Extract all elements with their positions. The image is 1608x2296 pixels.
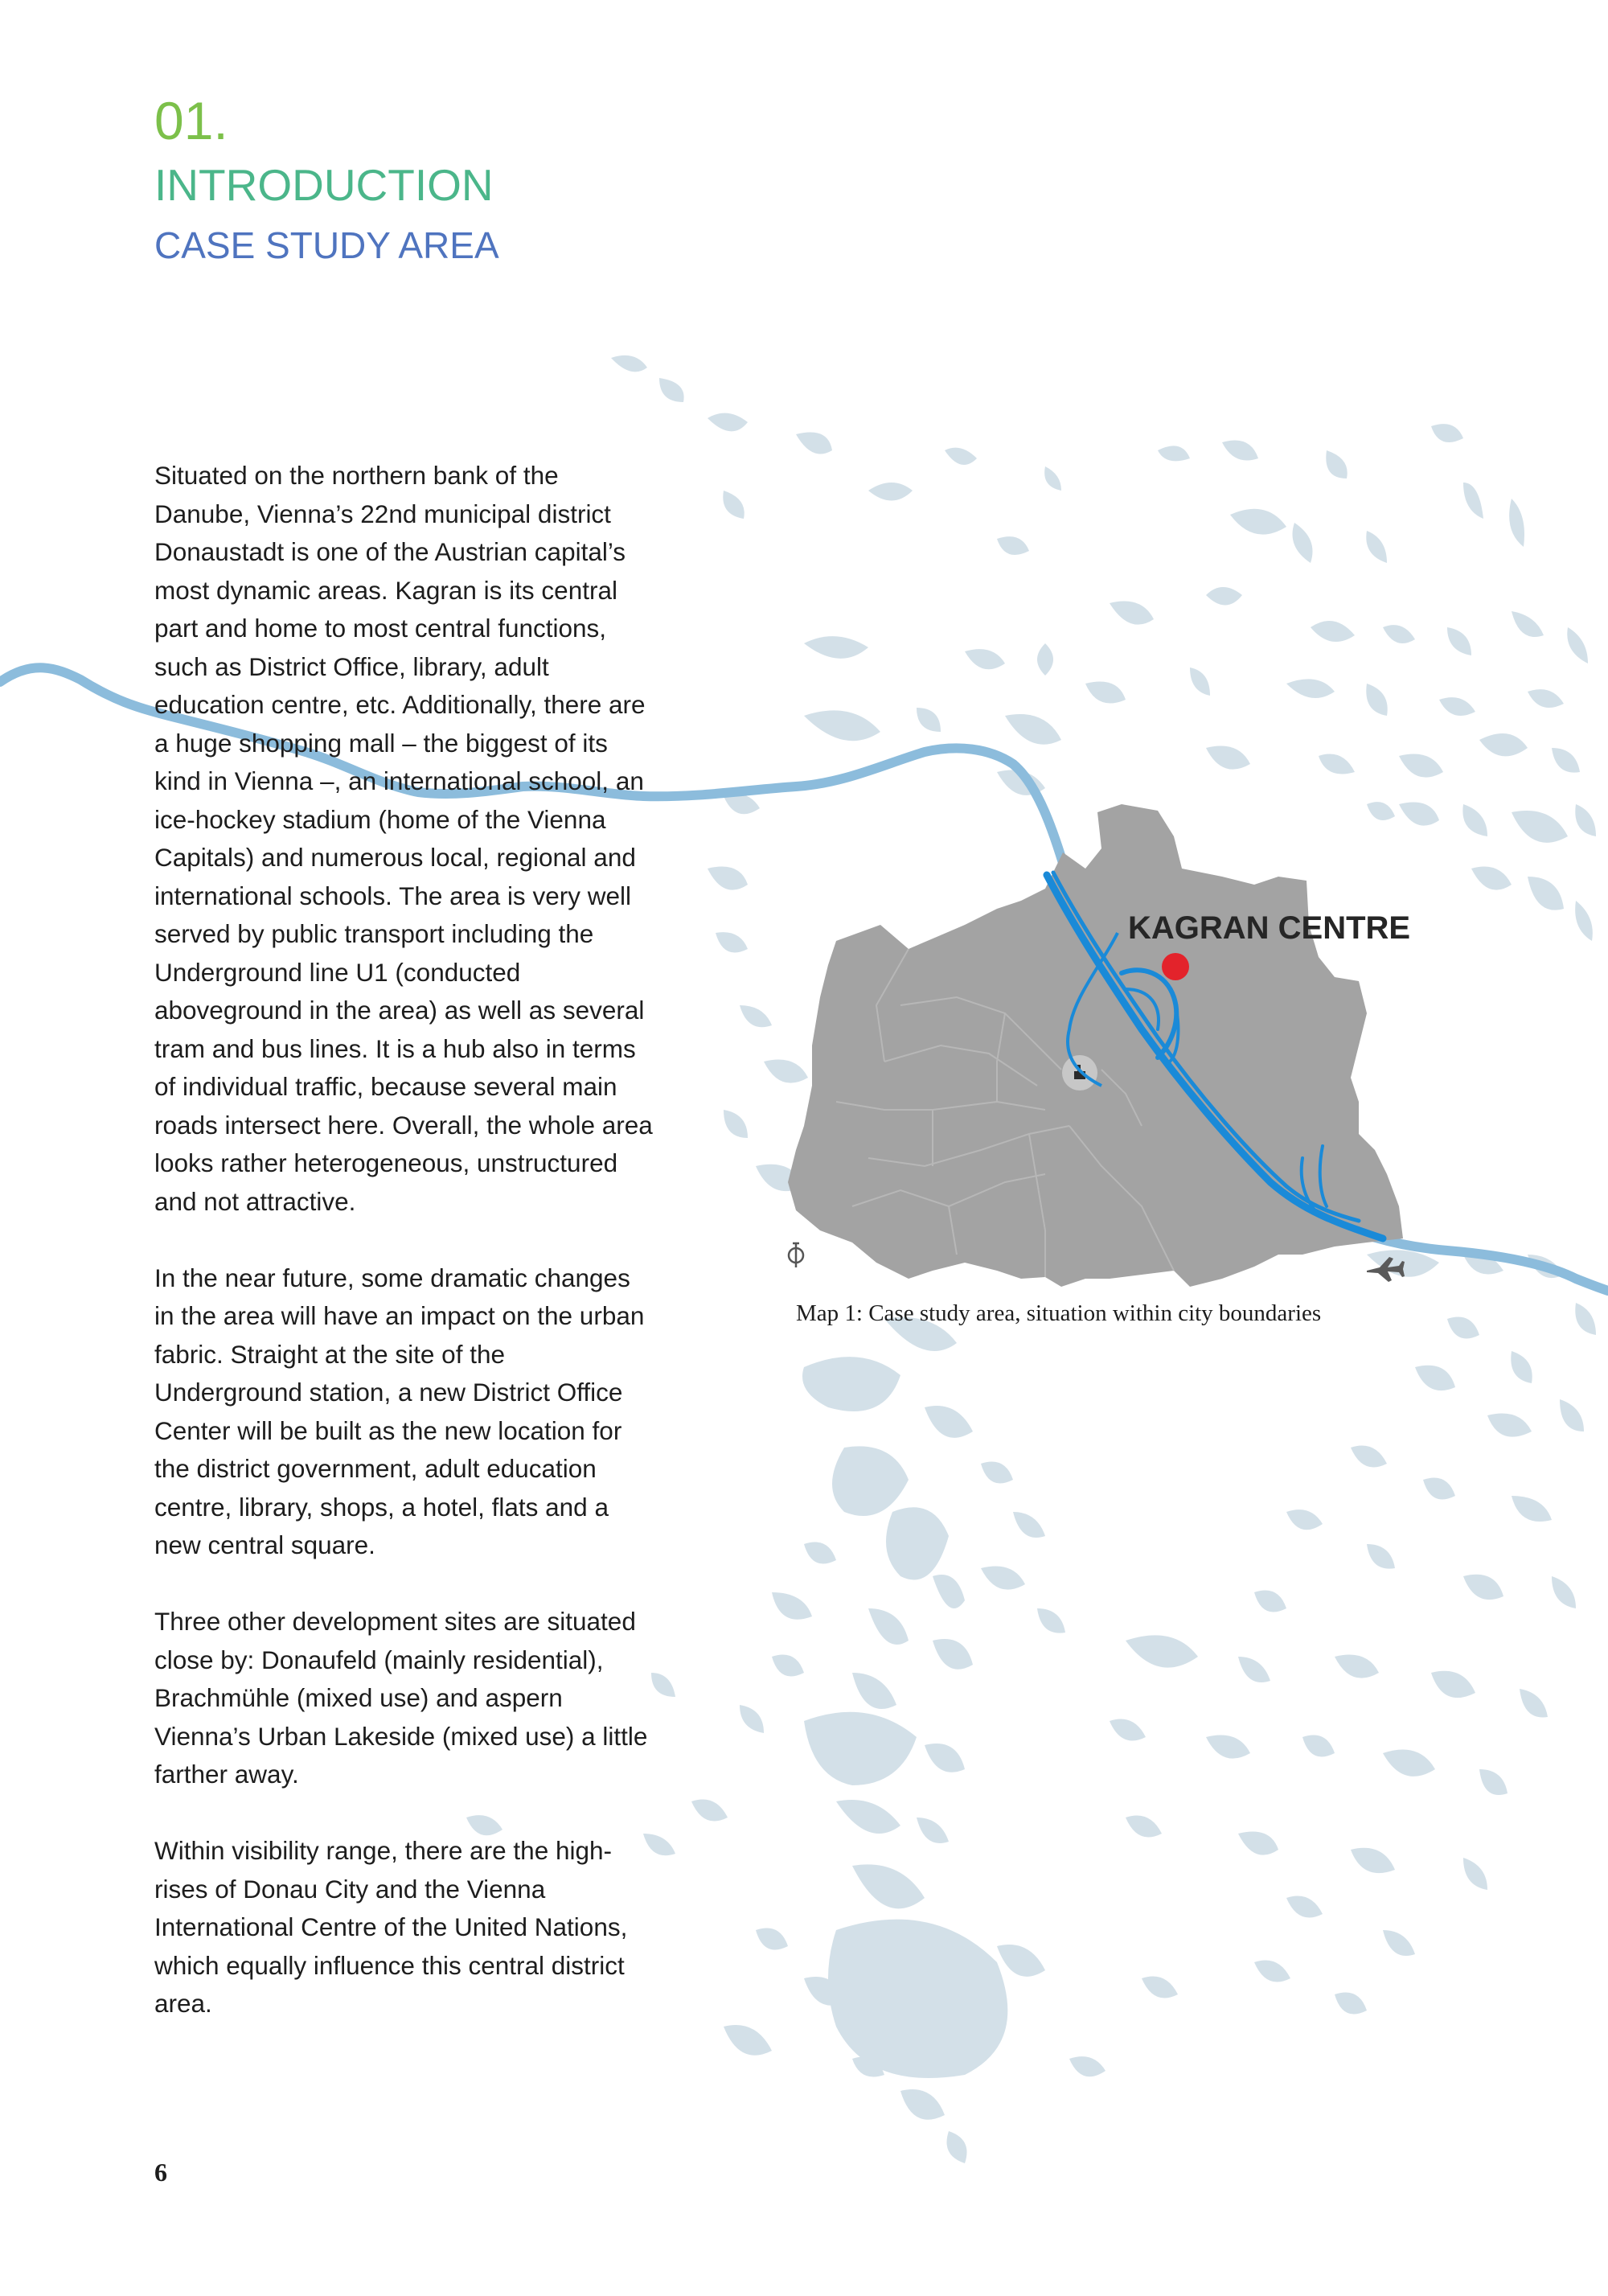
body-text <box>154 457 653 2061</box>
kagran-marker[interactable] <box>1162 953 1189 980</box>
vienna-city-area <box>788 804 1403 1287</box>
section-subtitle: CASE STUDY AREA <box>154 224 499 266</box>
paragraph: Within visibility range, there are the high-rises of Donau City and the Vienna International Centre of the United Nations, which equally influence this central district area. <box>154 1836 628 2018</box>
kagran-centre-label: KAGRAN CENTRE <box>1128 910 1411 946</box>
page-number: 6 <box>154 2158 167 2187</box>
paragraph: Situated on the northern bank of the Danube, Vienna’s 22nd municipal district Donaustadt is one of the Austrian capital’s most dynamic areas. Kagran is its central part and home to most central functions, such as District Office, library, adult education centre, etc. Additionally, there are a huge shopping mall – the biggest of its kind in Vienna –, an international school, an ice-hockey stadium (home of the Vienna Capitals) and numerous local, regional and international schools. The area is very well served by public transport including the Underground line U1 (conducted aboveground in the area) as well as several tram and bus lines. It is a hub also in terms of individual traffic, because several main roads intersect here. Overall, the whole area looks rather heterogeneous, unstructured and not attractive. <box>154 461 653 1216</box>
section-title: INTRODUCTION <box>154 160 494 210</box>
monument-icon <box>789 1243 803 1267</box>
paragraph: In the near future, some dramatic changes in the area will have an impact on the urban fabric. Straight at the site of the Underground station, a new District Office Center will be built as the new location for the district government, adult education centre, library, shops, a hotel, flats and a new central square. <box>154 1263 645 1559</box>
paragraph: Three other development sites are situated close by: Donaufeld (mainly residential), Brachmühle (mixed use) and aspern Vienna’s Urban Lakeside (mixed use) a little farther away. <box>154 1607 648 1789</box>
section-number: 01. <box>154 91 228 150</box>
map-caption: Map 1: Case study area, situation within city boundaries <box>796 1300 1322 1326</box>
